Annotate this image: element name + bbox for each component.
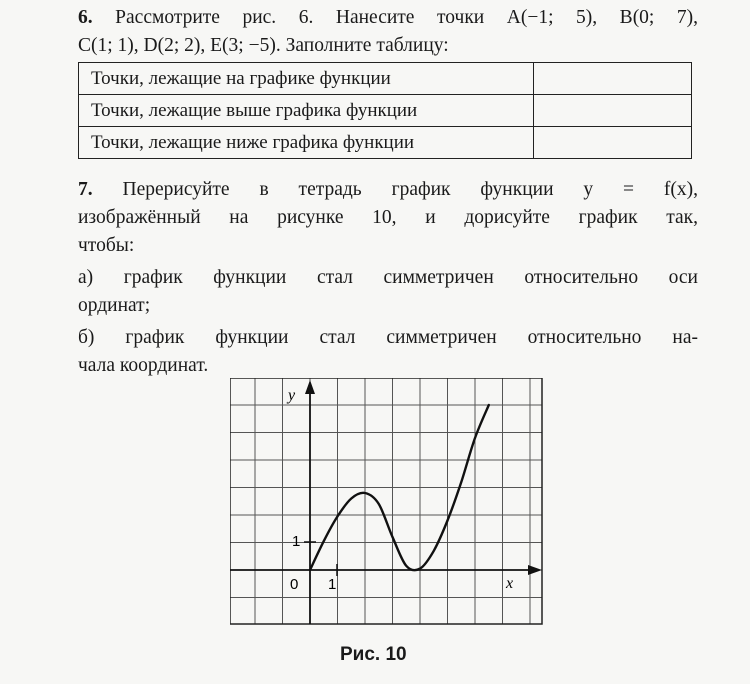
table-row xyxy=(79,63,692,95)
table-row-answer-cell[interactable] xyxy=(534,95,692,127)
task-7-number: 7. xyxy=(78,179,93,200)
y-axis-arrow xyxy=(305,380,315,394)
grid xyxy=(230,378,542,624)
table-row-answer-cell[interactable] xyxy=(534,127,692,159)
points-table xyxy=(78,62,692,159)
task-6-line-1: Рассмотрите рис. 6. Нанесите точки A(−1; 5), B(0; 7), xyxy=(115,7,699,28)
task-7-line-3: чтобы: xyxy=(78,235,135,256)
task-7-a-line-1: а) график функции стал симметричен относительно оси xyxy=(78,267,698,288)
y-unit-label: 1 xyxy=(292,533,301,550)
task-7-b-line-2: чала координат. xyxy=(78,355,209,376)
task-6-number: 6. xyxy=(78,7,93,28)
x-axis-label: x xyxy=(506,575,514,592)
task-7-text xyxy=(78,176,698,380)
graph-border xyxy=(230,378,542,624)
table-row-answer-cell[interactable] xyxy=(534,63,692,95)
x-axis-arrow xyxy=(528,565,542,575)
x-unit-label: 1 xyxy=(328,576,337,593)
task-6-line-2: C(1; 1), D(2; 2), E(3; −5). Заполните таблицу: xyxy=(78,35,449,56)
task-7-b-line-1: б) график функции стал симметричен относительно на- xyxy=(78,327,698,348)
table-row-label: Точки, лежащие выше графика функции xyxy=(79,95,534,127)
origin-label: 0 xyxy=(290,576,299,593)
function-graph xyxy=(230,378,550,628)
task-7-line-2: изображённый на рисунке 10, и дорисуйте график так, xyxy=(78,207,698,228)
y-axis-label: y xyxy=(288,387,296,404)
task-7-a-line-2: ординат; xyxy=(78,295,151,316)
table-row xyxy=(79,127,692,159)
task-7-line-1: Перерисуйте в тетрадь график функции y = f(x), xyxy=(122,179,698,200)
table-row-label: Точки, лежащие на графике функции xyxy=(79,63,534,95)
figure-caption: Рис. 10 xyxy=(340,644,407,665)
table-row xyxy=(79,95,692,127)
task-6-text xyxy=(78,4,698,60)
table-row-label: Точки, лежащие ниже графика функции xyxy=(79,127,534,159)
